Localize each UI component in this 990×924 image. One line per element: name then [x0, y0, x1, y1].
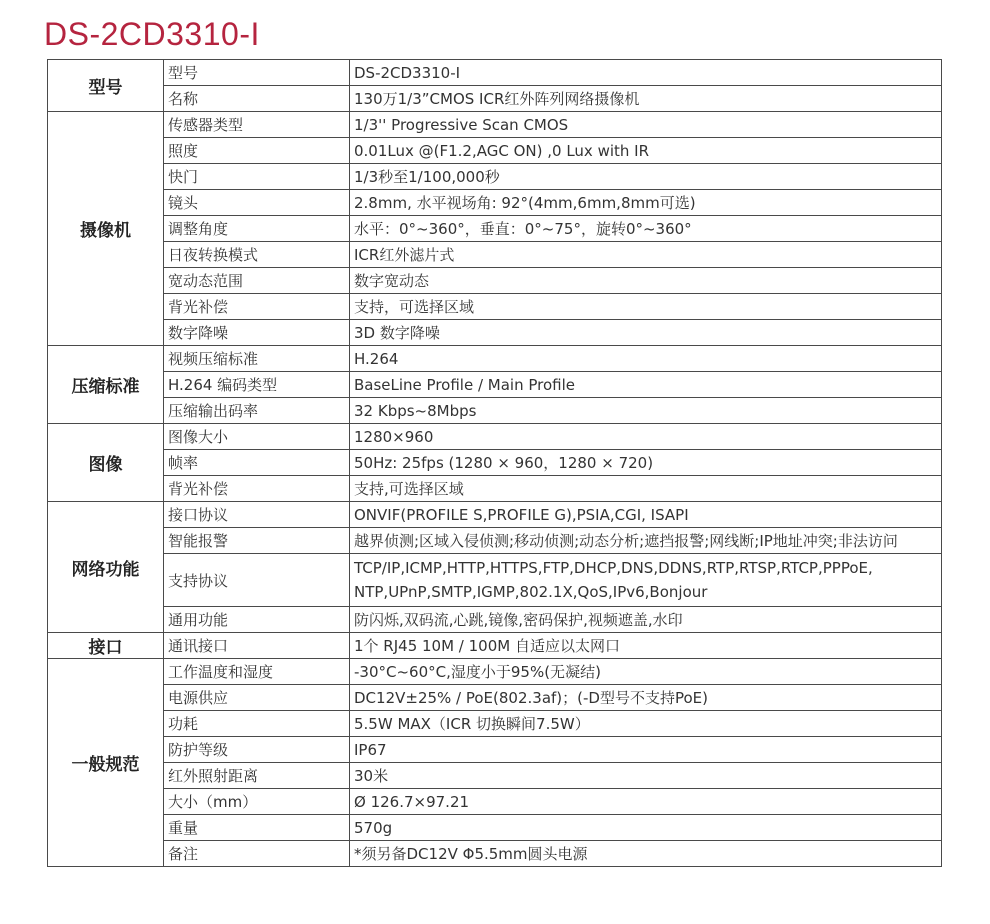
spec-key-cell: H.264 编码类型 — [164, 372, 350, 398]
table-row — [48, 242, 942, 268]
spec-value-cell: BaseLine Profile / Main Profile — [350, 372, 942, 398]
category-cell: 压缩标准 — [48, 346, 164, 424]
spec-key-cell: 电源供应 — [164, 685, 350, 711]
spec-key-cell: 名称 — [164, 86, 350, 112]
spec-key-cell: 日夜转换模式 — [164, 242, 350, 268]
table-row — [48, 607, 942, 633]
spec-value-cell: 1/3秒至1/100,000秒 — [350, 164, 942, 190]
spec-value-cell: 1280×960 — [350, 424, 942, 450]
spec-key-cell: 通讯接口 — [164, 633, 350, 659]
table-row — [48, 164, 942, 190]
spec-value-cell: -30°C~60°C,湿度小于95%(无凝结) — [350, 659, 942, 685]
table-row — [48, 476, 942, 502]
spec-key-cell: 宽动态范围 — [164, 268, 350, 294]
spec-value-cell: Ø 126.7×97.21 — [350, 789, 942, 815]
table-row — [48, 138, 942, 164]
table-row — [48, 112, 942, 138]
spec-key-cell: 视频压缩标准 — [164, 346, 350, 372]
spec-value-cell: 5.5W MAX（ICR 切换瞬间7.5W） — [350, 711, 942, 737]
table-row — [48, 633, 942, 659]
spec-key-cell: 工作温度和湿度 — [164, 659, 350, 685]
spec-key-cell: 快门 — [164, 164, 350, 190]
spec-key-cell: 重量 — [164, 815, 350, 841]
spec-key-cell: 帧率 — [164, 450, 350, 476]
spec-value-cell: 2.8mm, 水平视场角: 92°(4mm,6mm,8mm可选) — [350, 190, 942, 216]
category-cell: 摄像机 — [48, 112, 164, 346]
spec-key-cell: 数字降噪 — [164, 320, 350, 346]
spec-value-cell: *须另备DC12V Φ5.5mm圆头电源 — [350, 841, 942, 867]
table-row — [48, 294, 942, 320]
spec-key-cell: 图像大小 — [164, 424, 350, 450]
table-row — [48, 554, 942, 607]
spec-value-cell: 32 Kbps~8Mbps — [350, 398, 942, 424]
spec-key-cell: 型号 — [164, 60, 350, 86]
category-cell: 网络功能 — [48, 502, 164, 633]
spec-value-cell: 1个 RJ45 10M / 100M 自适应以太网口 — [350, 633, 942, 659]
spec-key-cell: 背光补偿 — [164, 476, 350, 502]
spec-value-cell: H.264 — [350, 346, 942, 372]
spec-table — [47, 59, 942, 867]
spec-key-cell: 传感器类型 — [164, 112, 350, 138]
table-row — [48, 789, 942, 815]
spec-key-cell: 智能报警 — [164, 528, 350, 554]
spec-value-cell: 30米 — [350, 763, 942, 789]
table-row — [48, 450, 942, 476]
spec-value-cell: 3D 数字降噪 — [350, 320, 942, 346]
table-row — [48, 737, 942, 763]
spec-table-body — [48, 60, 942, 867]
table-row — [48, 815, 942, 841]
category-cell: 图像 — [48, 424, 164, 502]
table-row — [48, 190, 942, 216]
table-row — [48, 320, 942, 346]
table-row — [48, 659, 942, 685]
table-row — [48, 502, 942, 528]
category-cell: 接口 — [48, 633, 164, 659]
spec-value-cell: 水平：0°~360°，垂直：0°~75°，旋转0°~360° — [350, 216, 942, 242]
spec-key-cell: 压缩输出码率 — [164, 398, 350, 424]
spec-value-cell: DS-2CD3310-I — [350, 60, 942, 86]
table-row — [48, 424, 942, 450]
category-cell: 型号 — [48, 60, 164, 112]
spec-key-cell: 照度 — [164, 138, 350, 164]
spec-key-cell: 备注 — [164, 841, 350, 867]
spec-key-cell: 镜头 — [164, 190, 350, 216]
category-cell: 一般规范 — [48, 659, 164, 867]
spec-value-cell: 1/3'' Progressive Scan CMOS — [350, 112, 942, 138]
spec-value-cell: 数字宽动态 — [350, 268, 942, 294]
spec-key-cell: 防护等级 — [164, 737, 350, 763]
table-row — [48, 841, 942, 867]
table-row — [48, 372, 942, 398]
table-row — [48, 346, 942, 372]
spec-value-cell: 130万1/3”CMOS ICR红外阵列网络摄像机 — [350, 86, 942, 112]
table-row — [48, 528, 942, 554]
table-row — [48, 685, 942, 711]
table-row — [48, 763, 942, 789]
table-row — [48, 86, 942, 112]
spec-key-cell: 调整角度 — [164, 216, 350, 242]
table-row — [48, 711, 942, 737]
spec-value-cell: 防闪烁,双码流,心跳,镜像,密码保护,视频遮盖,水印 — [350, 607, 942, 633]
spec-key-cell: 支持协议 — [164, 554, 350, 607]
spec-value-cell: 0.01Lux @(F1.2,AGC ON) ,0 Lux with IR — [350, 138, 942, 164]
spec-value-cell: 支持,可选择区域 — [350, 476, 942, 502]
spec-key-cell: 背光补偿 — [164, 294, 350, 320]
spec-value-cell: ONVIF(PROFILE S,PROFILE G),PSIA,CGI, ISAPI — [350, 502, 942, 528]
table-row — [48, 398, 942, 424]
spec-value-cell: ICR红外滤片式 — [350, 242, 942, 268]
spec-key-cell: 大小（mm） — [164, 789, 350, 815]
table-row — [48, 216, 942, 242]
page-title: DS-2CD3310-I — [44, 16, 260, 52]
spec-key-cell: 接口协议 — [164, 502, 350, 528]
spec-value-cell: 570g — [350, 815, 942, 841]
spec-key-cell: 功耗 — [164, 711, 350, 737]
spec-value-cell: DC12V±25% / PoE(802.3af)；(-D型号不支持PoE) — [350, 685, 942, 711]
spec-value-cell: TCP/IP,ICMP,HTTP,HTTPS,FTP,DHCP,DNS,DDNS,RTP,RTSP,RTCP,PPPoE, NTP,UPnP,SMTP,IGMP,802.1X,QoS,IPv6,Bonjour — [350, 554, 942, 607]
spec-value-cell: 支持，可选择区域 — [350, 294, 942, 320]
spec-key-cell: 红外照射距离 — [164, 763, 350, 789]
spec-value-cell: IP67 — [350, 737, 942, 763]
spec-value-cell: 50Hz: 25fps (1280 × 960，1280 × 720) — [350, 450, 942, 476]
table-row — [48, 268, 942, 294]
table-row — [48, 60, 942, 86]
spec-value-cell: 越界侦测;区域入侵侦测;移动侦测;动态分析;遮挡报警;网线断;IP地址冲突;非法访问 — [350, 528, 942, 554]
spec-key-cell: 通用功能 — [164, 607, 350, 633]
